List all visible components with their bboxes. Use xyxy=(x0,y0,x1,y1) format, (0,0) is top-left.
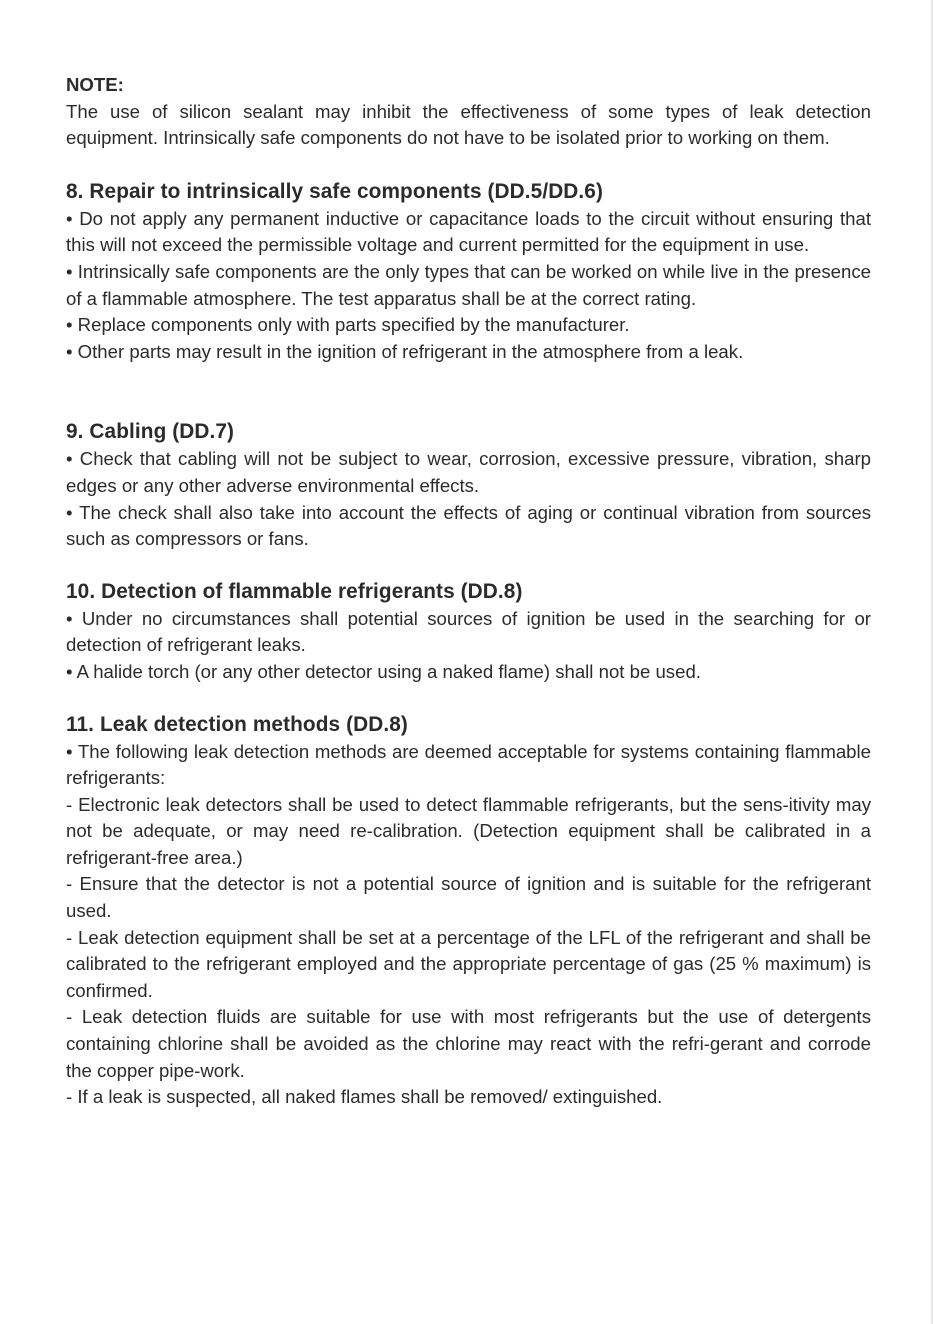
note-block xyxy=(66,72,871,152)
section-heading-cabling: 9. Cabling (DD.7) xyxy=(66,420,235,444)
list-item: - Electronic leak detectors shall be used to detect flammable refrigerants, but the sens-itivity may not be adequate, or may need re-calibration. (Detection equipment shall be calibrated in a refrigerant-free area.) xyxy=(66,793,871,868)
list-item: - If a leak is suspected, all naked flames shall be removed/ extinguished. xyxy=(66,1086,663,1108)
list-item: • The check shall also take into account the effects of aging or continual vibration from sources such as compressors or fans. xyxy=(66,501,871,550)
section-cabling xyxy=(66,418,871,552)
list-item: • Check that cabling will not be subject to wear, corrosion, excessive pressure, vibration, sharp edges or any other adverse environmental effects. xyxy=(66,448,871,496)
document-page xyxy=(66,72,871,1111)
section-heading-methods: 11. Leak detection methods (DD.8) xyxy=(66,712,408,736)
list-item: • The following leak detection methods are deemed acceptable for systems containing flammable refrigerants: xyxy=(66,740,871,789)
section-leak-detection-methods xyxy=(66,711,871,1111)
list-item: - Leak detection equipment shall be set at a percentage of the LFL of the refrigerant and shall be calibrated to the refrigerant employed and the appropriate percentage of gas (25 % maximum) is confirmed. xyxy=(66,926,871,1001)
section-heading-detection: 10. Detection of flammable refrigerants (DD.8) xyxy=(66,579,523,603)
list-item: - Leak detection fluids are suitable for use with most refrigerants but the use of detergents containing chlorine shall be avoided as the chlorine may react with the refri-gerant and corrode the copper pipe-work. xyxy=(66,1006,871,1081)
list-item: • Replace components only with parts specified by the manufacturer. xyxy=(66,314,630,336)
list-item: • A halide torch (or any other detector using a naked flame) shall not be used. xyxy=(66,660,701,682)
section-repair-intrinsically-safe xyxy=(66,178,871,366)
list-item: • Other parts may result in the ignition of refrigerant in the atmosphere from a leak. xyxy=(66,340,744,362)
list-item: • Under no circumstances shall potential sources of ignition be used in the searching for or detection of refrigerant leaks. xyxy=(66,607,871,656)
section-heading-repair: 8. Repair to intrinsically safe components (DD.5/DD.6) xyxy=(66,179,603,203)
note-heading: NOTE: xyxy=(66,74,124,95)
note-text: The use of silicon sealant may inhibit the effectiveness of some types of leak detection equipment. Intrinsically safe components do not have to be isolated prior to working on them. xyxy=(66,100,871,149)
section-detection-flammable-refrigerants xyxy=(66,578,871,686)
list-item: - Ensure that the detector is not a potential source of ignition and is suitable for the refrigerant used. xyxy=(66,873,871,922)
list-item: • Do not apply any permanent inductive or capacitance loads to the circuit without ensuring that this will not exceed the permissible voltage and current permitted for the equipment in use. xyxy=(66,207,871,256)
list-item: • Intrinsically safe components are the only types that can be worked on while live in the presence of a flammable atmosphere. The test apparatus shall be at the correct rating. xyxy=(66,260,871,309)
